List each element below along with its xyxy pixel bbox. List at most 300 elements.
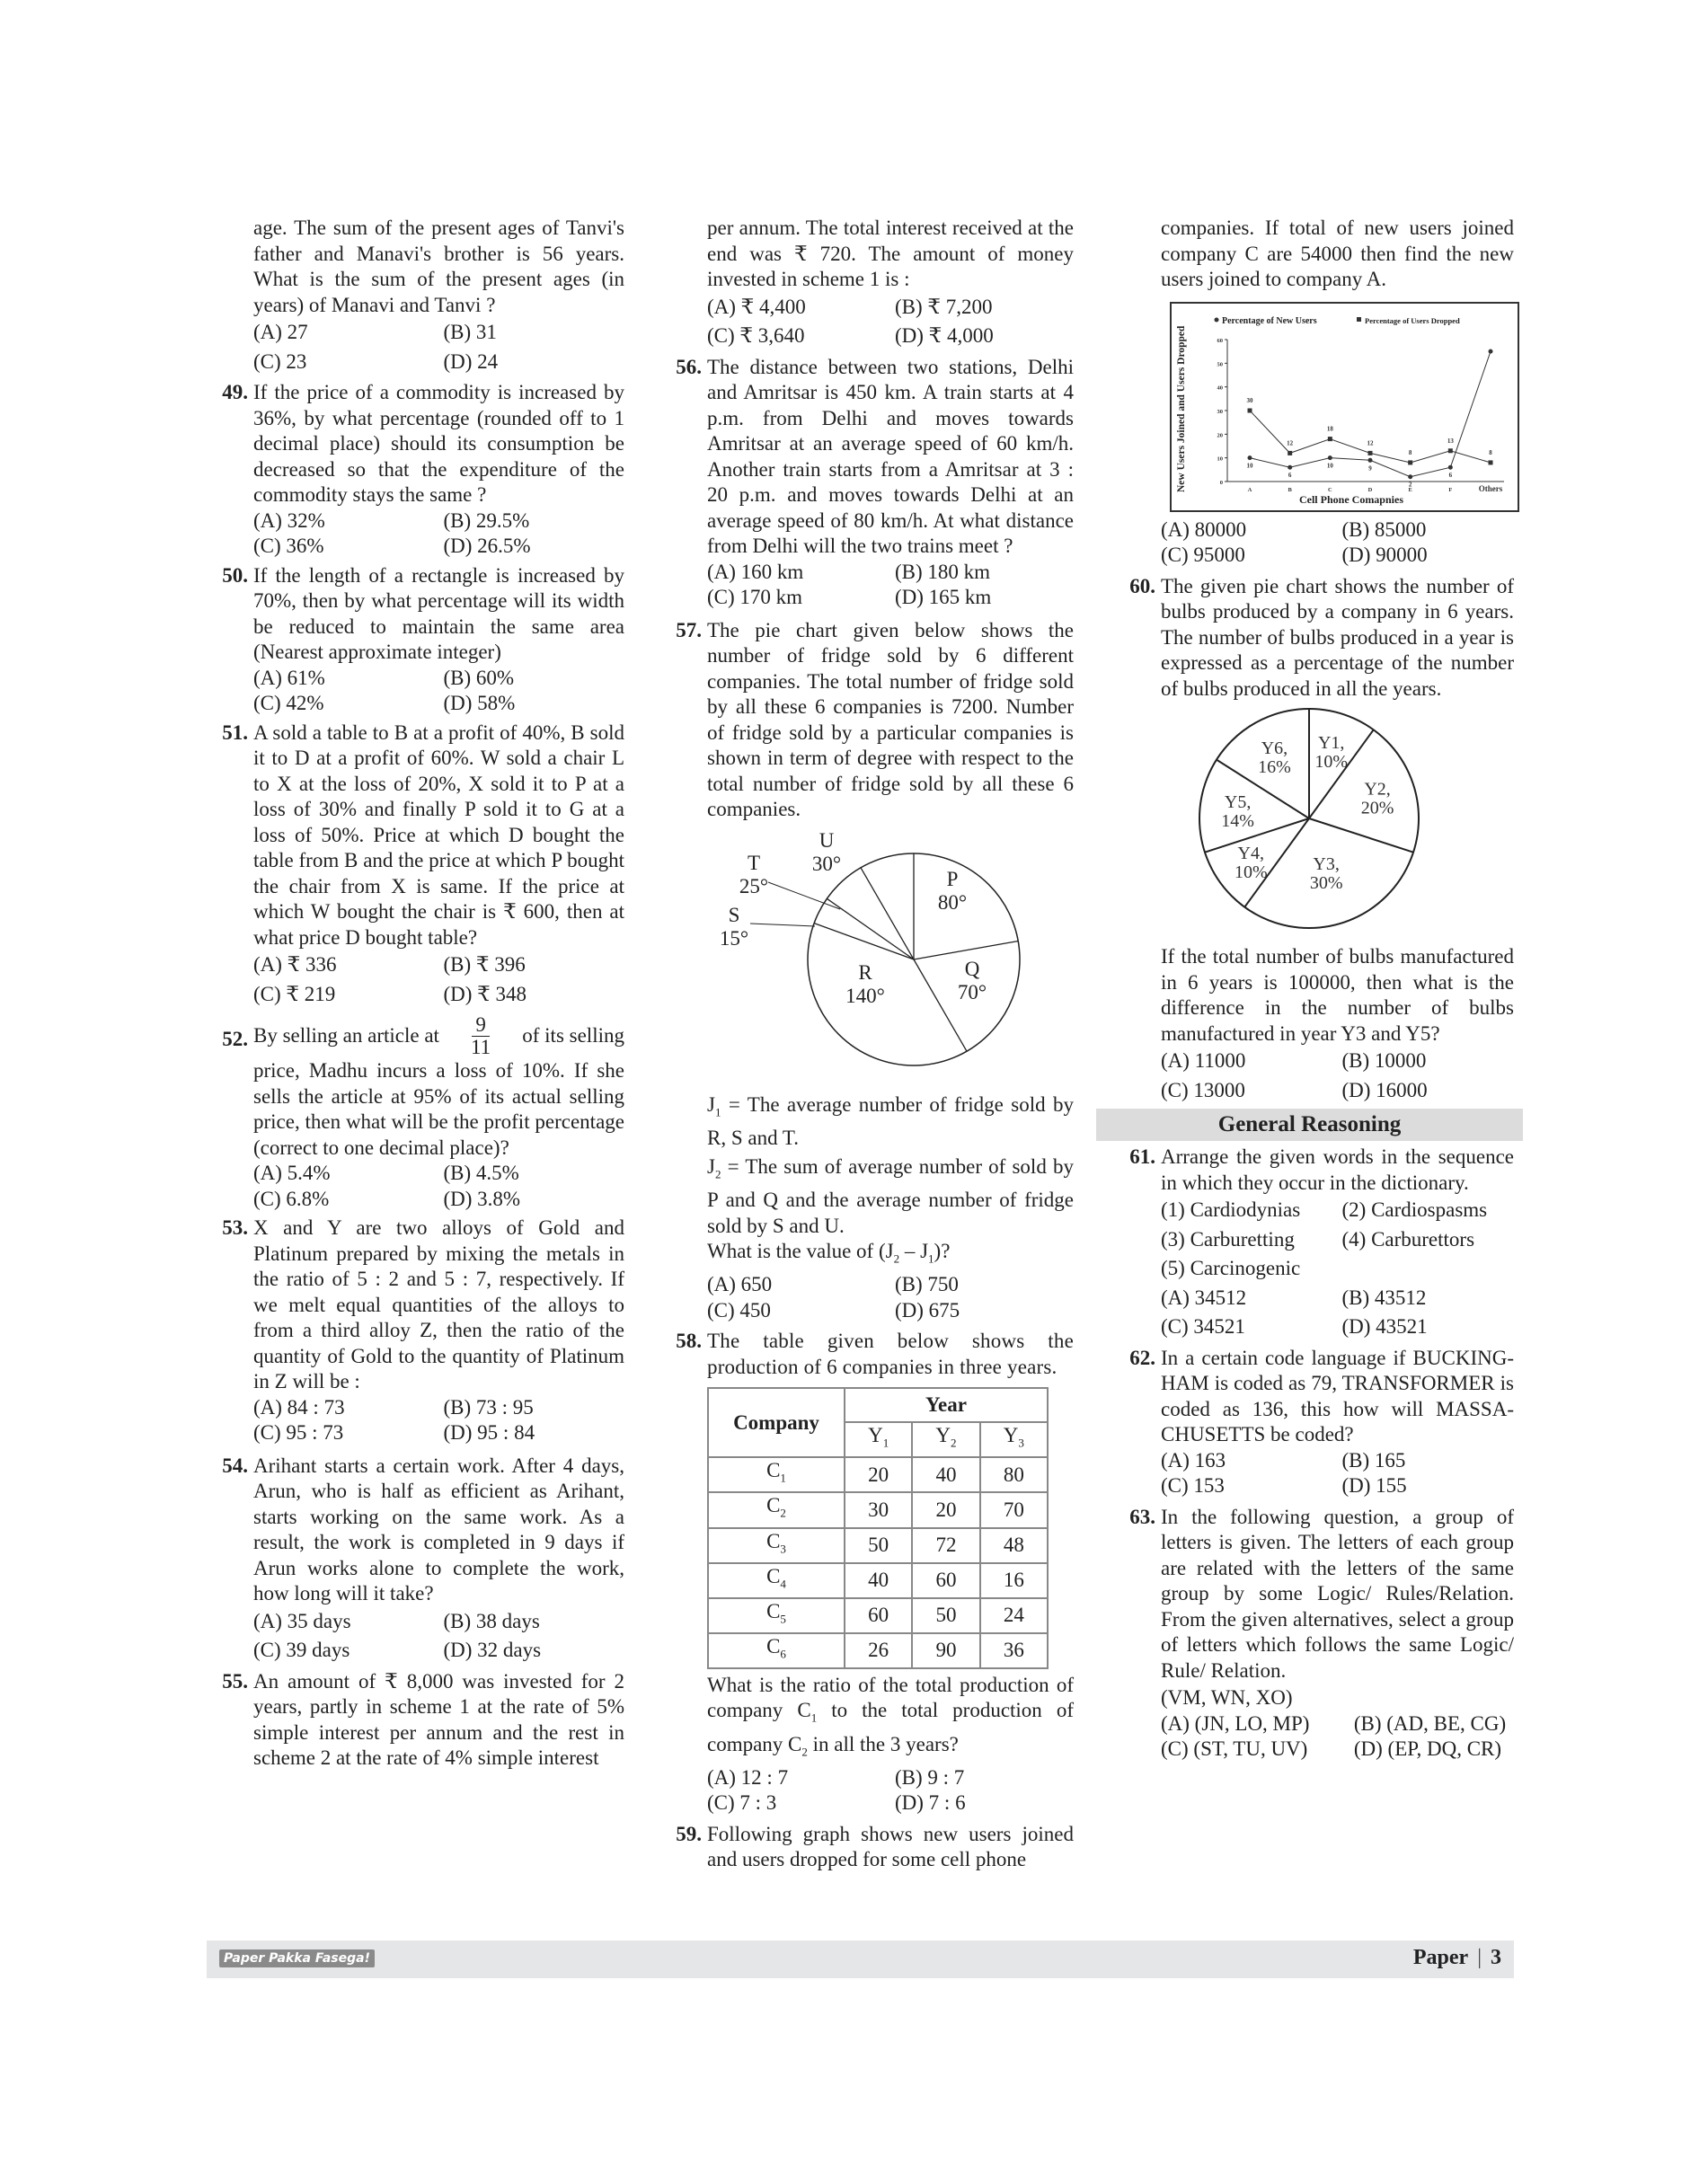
- option-c: (C) 23: [253, 349, 307, 373]
- series-line-0: [1250, 351, 1491, 477]
- option-c: (C) ₹ 3,640: [707, 324, 805, 347]
- value-cell: 36: [980, 1633, 1048, 1668]
- year-y3: [980, 1422, 1048, 1457]
- value-cell: 60: [845, 1598, 912, 1633]
- option-b: (B) 165: [1341, 1448, 1406, 1472]
- ask-text: in all the 3 years?: [807, 1732, 959, 1755]
- word-3: (3) Carburetting: [1161, 1227, 1295, 1251]
- pie-label-Y3: Y3,: [1313, 853, 1340, 874]
- x-tick-label: A: [1247, 486, 1252, 493]
- j1-symbol: J: [707, 1092, 715, 1116]
- value-cell: 16: [980, 1563, 1048, 1598]
- data-point: [1328, 455, 1332, 460]
- question-57: [660, 618, 1074, 1324]
- company-cell: [708, 1633, 845, 1668]
- pie-label-Y5: Y5,: [1224, 791, 1252, 812]
- question-text: If the length of a rectangle is increased by 70%, then by what percentage will its width be reduced to maintain the same area (Nearest approximate integer): [253, 563, 624, 663]
- question-49: [207, 380, 624, 560]
- value-cell: 60: [912, 1563, 979, 1598]
- option-b: (B) 31: [443, 321, 497, 343]
- data-label: 12: [1287, 438, 1294, 446]
- table-row: [708, 1528, 1048, 1563]
- question-text-part: of its selling: [522, 1024, 624, 1048]
- question-text: price, Madhu incurs a loss of 10%. If she sells the article at 95% of its actual selling price, then what will be the profit percentage (correct to one decimal place)?: [253, 1059, 624, 1159]
- pie-value-Q: 70°: [957, 980, 987, 1003]
- question-text: The pie chart given below shows the number of fridge sold by 6 different companies. The total number of fridge sold by all these 6 companies is 7200. Number of fridge sold by a particular companies is shown in term of degree with respect to the total number of fridge sold by all these 6 companies.: [707, 618, 1074, 820]
- question-text-part: By selling an article at: [253, 1024, 439, 1048]
- x-tick-label: D: [1367, 486, 1373, 493]
- pie-value-U: 30°: [811, 852, 842, 875]
- word-2: (2) Cardiospasms: [1341, 1198, 1488, 1221]
- value-cell: 48: [980, 1528, 1048, 1563]
- data-point: [1448, 464, 1453, 469]
- question-text-line-1: [253, 1014, 624, 1058]
- value-cell: 26: [845, 1633, 912, 1668]
- j1-definition: [707, 1092, 1074, 1152]
- table-row: [708, 1492, 1048, 1527]
- option-b: (B) 4.5%: [443, 1162, 519, 1184]
- ask-text: to the total production of company C: [707, 1699, 1074, 1755]
- option-a: (A) 650: [707, 1273, 773, 1296]
- data-label: 13: [1447, 437, 1454, 445]
- company-label: C: [766, 1494, 781, 1517]
- data-point: [1489, 349, 1493, 353]
- option-d: (D) 675: [895, 1298, 960, 1322]
- option-c: (C) 36%: [253, 535, 324, 557]
- option-a: (A) 11000: [1161, 1049, 1246, 1072]
- question-59: [660, 1822, 1074, 1873]
- question-60: [1114, 574, 1514, 1106]
- company-label: C: [766, 1529, 781, 1552]
- subscript: 2: [893, 1251, 900, 1266]
- question-text: The distance between two stations, Delhi and Amritsar is 450 km. A train starts at 4 p.m. from Delhi and moves towards Amritsar at an average speed of 60 km/h. Another train starts from a Amritsar at 3 : 20 p.m. and moves towards Delhi at an average speed of 80 km/h. At what distance from Delhi will the two trains meet ?: [707, 355, 1074, 557]
- option-c: (C) 450: [707, 1298, 771, 1322]
- pie-value-Y2: 20%: [1360, 798, 1394, 818]
- table-body: [708, 1457, 1048, 1668]
- option-b: (B) 9 : 7: [895, 1765, 965, 1789]
- word-4: (4) Carburettors: [1341, 1227, 1475, 1251]
- y-axis-title: New Users Joined and Users Dropped: [1176, 325, 1187, 492]
- subscript: 6: [780, 1647, 786, 1661]
- data-label: 18: [1326, 425, 1333, 433]
- ask-text: What is the value of (J: [707, 1240, 894, 1263]
- page-number: [1413, 1946, 1501, 1970]
- x-tick-label: E: [1408, 486, 1412, 493]
- question-text: Following graph shows new users joined and users dropped for some cell phone: [707, 1822, 1074, 1871]
- subscript: 5: [780, 1612, 786, 1626]
- option-b: (B) 73 : 95: [443, 1395, 534, 1419]
- option-d: (D) 3.8%: [443, 1187, 521, 1210]
- question-number: 53.: [222, 1216, 248, 1239]
- question-48-tail: [207, 216, 624, 376]
- question-number: 54.: [222, 1454, 248, 1477]
- option-a: (A) 80000: [1161, 517, 1247, 541]
- option-a: (A) 84 : 73: [253, 1395, 345, 1419]
- given-group: (VM, WN, XO): [1161, 1686, 1293, 1709]
- option-b: (B) 43512: [1341, 1286, 1427, 1309]
- value-cell: 50: [912, 1598, 979, 1633]
- options: [707, 1272, 1074, 1323]
- pie-label-P: P: [946, 867, 959, 890]
- ask-text: What is the ratio of the total production of company C: [707, 1673, 1074, 1722]
- company-cell: [708, 1598, 845, 1633]
- y-tick-label: 20: [1217, 431, 1223, 438]
- page-number-value: 3: [1491, 1946, 1501, 1969]
- data-label: 8: [1489, 448, 1492, 456]
- option-c: (C) 95000: [1161, 544, 1245, 566]
- question-50: [207, 563, 624, 717]
- data-label: 30: [1246, 396, 1253, 404]
- option-c: (C) 153: [1161, 1474, 1225, 1497]
- question-text: Arrange the given words in the sequence in which they occur in the dictionary.: [1161, 1145, 1514, 1194]
- section-heading: General Reasoning: [1096, 1109, 1523, 1141]
- question-53: [207, 1216, 624, 1446]
- bulbs-pie-chart: [1152, 702, 1502, 944]
- option-b: (B) 85000: [1341, 517, 1427, 541]
- option-c: (C) 170 km: [707, 586, 803, 608]
- data-point: [1288, 464, 1292, 469]
- pie-label-R: R: [858, 960, 872, 984]
- word-list: [1161, 1196, 1514, 1284]
- question-ask: If the total number of bulbs manufactured in 6 years is 100000, then what is the difference in the number of bulbs manufactured in year Y3 and Y5?: [1161, 945, 1514, 1045]
- pie-value-S: 15°: [719, 926, 749, 950]
- data-label: 6: [1288, 471, 1292, 479]
- question-number: 62.: [1129, 1346, 1155, 1369]
- option-a: (A) 35 days: [253, 1609, 351, 1632]
- option-c: (C) 34521: [1161, 1315, 1245, 1338]
- value-cell: 90: [912, 1633, 979, 1668]
- table-row: [708, 1633, 1048, 1668]
- value-cell: 70: [980, 1492, 1048, 1527]
- option-c: (C) (ST, TU, UV): [1161, 1737, 1308, 1760]
- data-point: [1368, 450, 1373, 455]
- option-a: (A) 163: [1161, 1448, 1226, 1472]
- fraction-numerator: 9: [472, 1014, 490, 1037]
- company-label: C: [766, 1564, 781, 1587]
- question-number: 55.: [222, 1669, 248, 1693]
- question-number: 50.: [222, 563, 248, 587]
- question-number: 59.: [676, 1822, 702, 1845]
- x-tick-label: C: [1327, 486, 1332, 493]
- pie-value-Y3: 30%: [1309, 872, 1343, 893]
- data-point: [1368, 457, 1373, 462]
- pie-value-T: 25°: [739, 874, 769, 897]
- question-text: X and Y are two alloys of Gold and Platinum prepared by mixing the metals in the ratio of 5 : 2 and 5 : 7, respectively. If we melt equal quantities of the alloys to from a third alloy Z, then the ratio of the quantity of Gold to the quantity of Platinum in Z will be :: [253, 1216, 624, 1392]
- table-header-row: [708, 1388, 1048, 1422]
- question-61: [1114, 1145, 1514, 1342]
- question-text: An amount of ₹ 8,000 was invested for 2 years, partly in scheme 1 at the rate of 5% simple interest per annum and the rest in scheme 2 at the rate of 4% simple interest: [253, 1669, 624, 1769]
- value-cell: 40: [912, 1457, 979, 1492]
- year-label: Y: [1003, 1424, 1019, 1447]
- pie-value-R: 140°: [845, 984, 885, 1007]
- question-text: Arihant starts a certain work. After 4 days, Arun, who is half as efficient as Arihant, starts working on the same work. As a result, the work is completed in 9 days if Arun works alone to complete the work, how long will it take?: [253, 1454, 624, 1604]
- fridge-pie-chart: [671, 823, 1031, 1092]
- question-56: [660, 355, 1074, 611]
- question-number: 58.: [676, 1330, 702, 1353]
- subscript: 1: [810, 1711, 818, 1726]
- fraction-denominator: 11: [471, 1036, 491, 1058]
- option-d: (D) (EP, DQ, CR): [1353, 1737, 1502, 1760]
- company-cell: [708, 1528, 845, 1563]
- question-52: [207, 1014, 624, 1212]
- question-number: 57.: [676, 618, 702, 641]
- option-a: (A) 32%: [253, 508, 325, 532]
- footer-label: Paper: [1412, 1946, 1469, 1969]
- data-point: [1248, 408, 1252, 412]
- pie-value-Y4: 10%: [1234, 862, 1268, 883]
- x-tick-label: F: [1448, 486, 1453, 493]
- question-ask: [707, 1239, 1074, 1272]
- options: [707, 293, 1074, 351]
- value-cell: 20: [912, 1492, 979, 1527]
- pie-label-Y4: Y4,: [1237, 844, 1265, 864]
- users-line-chart-frame: [1170, 302, 1519, 512]
- option-c: (C) 39 days: [253, 1639, 350, 1661]
- production-table: [707, 1387, 1049, 1669]
- option-d: (D) ₹ 348: [443, 982, 527, 1005]
- company-label: C: [766, 1459, 781, 1482]
- value-cell: 20: [845, 1457, 912, 1492]
- question-number: 63.: [1129, 1505, 1155, 1528]
- options: [253, 1607, 624, 1666]
- column-2: [660, 216, 1074, 1877]
- data-point: [1328, 437, 1332, 441]
- value-cell: 24: [980, 1598, 1048, 1633]
- word-1: (1) Cardiodynias: [1161, 1198, 1301, 1221]
- option-a: (A) (JN, LO, MP): [1161, 1711, 1310, 1735]
- pie-label-Y2: Y2,: [1364, 779, 1391, 800]
- subscript: 1: [928, 1251, 934, 1266]
- legend-users-dropped: Percentage of Users Dropped: [1365, 315, 1460, 325]
- option-b: (B) 60%: [443, 666, 515, 689]
- column-3: [1114, 216, 1514, 1766]
- subscript: 2: [801, 1745, 808, 1759]
- option-b: (B) 38 days: [443, 1609, 540, 1632]
- options: [1161, 1711, 1514, 1763]
- users-line-chart: [1172, 304, 1518, 510]
- option-b: (B) ₹ 396: [443, 953, 526, 976]
- question-text: A sold a table to B at a profit of 40%, B sold it to D at a profit of 60%. W sold a chair L to X at the loss of 20%, X sold it to P at a loss of 30% and finally P sold it to G at a loss of 50%. Price at which D bought the table from B and the price at which P bought the chair from X is same. If the price at which W bought the chair is ₹ 600, then at what price D bought table?: [253, 720, 624, 949]
- option-a: (A) 12 : 7: [707, 1765, 789, 1789]
- data-label: 10: [1246, 462, 1253, 470]
- question-number: 49.: [222, 381, 248, 403]
- options: [707, 1765, 1074, 1817]
- company-header: Company: [708, 1388, 845, 1457]
- option-d: (D) 43521: [1341, 1315, 1428, 1338]
- question-51: [207, 720, 624, 1010]
- option-a: (A) ₹ 336: [253, 953, 337, 976]
- j1-text: = The average number of fridge sold by R, S and T.: [707, 1092, 1074, 1149]
- option-b: (B) (AD, BE, CG): [1353, 1711, 1507, 1735]
- data-label: 10: [1326, 462, 1333, 470]
- options: [1161, 1284, 1514, 1342]
- table-row: [708, 1598, 1048, 1633]
- subscript: 2: [714, 1167, 721, 1181]
- y-tick-label: 10: [1217, 455, 1223, 463]
- question-number: 56.: [676, 355, 702, 378]
- option-d: (D) 155: [1341, 1474, 1407, 1497]
- company-cell: [708, 1563, 845, 1598]
- legend-marker-users-dropped: [1357, 317, 1361, 322]
- option-a: (A) 5.4%: [253, 1162, 331, 1184]
- page-footer: [207, 1940, 1514, 1978]
- subscript: 1: [780, 1471, 786, 1485]
- option-a: (A) 34512: [1161, 1286, 1247, 1309]
- option-b: (B) 10000: [1341, 1049, 1427, 1072]
- option-b: (B) 29.5%: [443, 508, 530, 532]
- question-55-tail: [660, 216, 1074, 351]
- question-58: [660, 1329, 1074, 1816]
- year-header: Year: [845, 1388, 1048, 1422]
- data-label: 2: [1408, 481, 1412, 489]
- j2-symbol: J: [707, 1155, 715, 1179]
- subscript: 1: [882, 1436, 889, 1450]
- option-b: (B) ₹ 7,200: [895, 295, 993, 318]
- ask-text: – J: [899, 1240, 929, 1263]
- options: [253, 1395, 624, 1446]
- brand-logo: Paper Pakka Fasega!: [219, 1949, 375, 1967]
- question-number: 61.: [1129, 1145, 1155, 1168]
- company-label: C: [766, 1634, 781, 1658]
- options: [1161, 517, 1514, 569]
- year-label: Y: [935, 1424, 951, 1447]
- company-cell: [708, 1492, 845, 1527]
- pie-label-U: U: [819, 828, 835, 852]
- word-5: (5) Carcinogenic: [1161, 1257, 1301, 1279]
- option-a: (A) ₹ 4,400: [707, 295, 806, 318]
- option-b: (B) 180 km: [895, 560, 991, 583]
- pie-label-Q: Q: [964, 957, 980, 980]
- table-row: [708, 1457, 1048, 1492]
- subscript: 2: [951, 1436, 957, 1450]
- option-b: (B) 750: [895, 1273, 959, 1296]
- pie-label-T: T: [747, 851, 761, 874]
- pie-value-Y1: 10%: [1314, 751, 1349, 772]
- option-c: (C) 42%: [253, 692, 324, 714]
- question-text: per annum. The total interest received at the end was ₹ 720. The amount of money invested in scheme 1 is :: [707, 217, 1074, 290]
- subscript: 3: [1018, 1436, 1024, 1450]
- fraction: [471, 1014, 491, 1058]
- options: [253, 950, 624, 1009]
- option-d: (D) 90000: [1341, 544, 1428, 566]
- question-text: In a certain code language if BUCKING-HAM is coded as 79, TRANSFORMER is coded as 136, this how will MASSA-CHUSETTS be coded?: [1161, 1346, 1514, 1445]
- options: [253, 666, 624, 717]
- value-cell: 50: [845, 1528, 912, 1563]
- question-text: In the following question, a group of letters is given. The letters of each group are related with the letters of the same group by some Logic/ Rules/Relation. From the given alternatives, select a group of letters which follows the same Logic/ Rule/ Relation.: [1161, 1505, 1514, 1682]
- pie-value-Y5: 14%: [1221, 810, 1254, 831]
- option-a: (A) 61%: [253, 666, 325, 689]
- pie-label-Y1: Y1,: [1317, 732, 1345, 753]
- leader-line-S: [750, 924, 815, 926]
- data-label: 12: [1367, 438, 1374, 446]
- y-tick-label: 50: [1217, 360, 1223, 367]
- x-tick-label: B: [1288, 486, 1292, 493]
- x-axis-title: Cell Phone Comapnies: [1298, 492, 1404, 506]
- question-55: [207, 1669, 624, 1772]
- options: [253, 318, 624, 376]
- j2-definition: [707, 1154, 1074, 1239]
- data-point: [1489, 460, 1493, 464]
- question-59-tail: [1114, 216, 1514, 569]
- y-tick-label: 30: [1217, 408, 1223, 415]
- option-c: (C) 6.8%: [253, 1187, 330, 1210]
- option-d: (D) 95 : 84: [443, 1421, 535, 1444]
- question-text: companies. If total of new users joined company C are 54000 then find the new users joined to company A.: [1161, 217, 1514, 290]
- pie-value-Y6: 16%: [1258, 756, 1291, 777]
- question-ask: [707, 1673, 1074, 1765]
- x-tick-label: Others: [1478, 483, 1503, 493]
- option-d: (D) 24: [443, 349, 499, 373]
- subscript: 4: [780, 1577, 786, 1591]
- options: [253, 1161, 624, 1212]
- options: [253, 508, 624, 560]
- legend-new-users: Percentage of New Users: [1222, 315, 1317, 326]
- ask-text: )?: [934, 1240, 951, 1263]
- data-label: 6: [1448, 471, 1453, 479]
- company-label: C: [766, 1599, 781, 1622]
- option-a: (A) 27: [253, 321, 308, 343]
- option-d: (D) 58%: [443, 692, 516, 714]
- option-c: (C) ₹ 219: [253, 982, 336, 1005]
- data-label: 9: [1368, 464, 1372, 472]
- pie-value-P: 80°: [937, 890, 968, 914]
- subscript: 2: [780, 1507, 786, 1521]
- options: [707, 560, 1074, 611]
- question-text: age. The sum of the present ages of Tanvi's father and Manavi's brother is 56 years. What is the sum of the present ages (in years) of Manavi and Tanvi ?: [253, 217, 624, 316]
- table-row: [708, 1563, 1048, 1598]
- question-number: 60.: [1129, 574, 1155, 597]
- question-63: [1114, 1505, 1514, 1763]
- option-d: (D) 16000: [1341, 1078, 1428, 1101]
- option-d: (D) 165 km: [895, 586, 992, 608]
- data-point: [1408, 474, 1412, 479]
- j2-text: = The sum of average number of sold by P and Q and the average number of fridge sold by S and U.: [707, 1155, 1074, 1237]
- options: [1161, 1047, 1514, 1105]
- year-y2: [912, 1422, 979, 1457]
- subscript: 3: [780, 1542, 786, 1556]
- pie-label-S: S: [728, 903, 740, 926]
- y-tick-label: 40: [1217, 385, 1223, 392]
- question-number: 52.: [222, 1028, 248, 1050]
- data-point: [1408, 460, 1412, 464]
- value-cell: 40: [845, 1563, 912, 1598]
- options: [1161, 1448, 1514, 1499]
- subscript: 1: [714, 1105, 721, 1119]
- y-tick-label: 0: [1219, 479, 1223, 486]
- option-d: (D) 7 : 6: [895, 1791, 966, 1815]
- question-text: The given pie chart shows the number of bulbs produced by a company in 6 years. The number of bulbs produced in a year is expressed as a percentage of the number of bulbs produced in all the years.: [1161, 574, 1514, 700]
- legend-marker-new-users: [1215, 317, 1219, 322]
- question-62: [1114, 1346, 1514, 1499]
- option-c: (C) 13000: [1161, 1078, 1245, 1101]
- year-label: Y: [868, 1424, 883, 1447]
- y-tick-label: 60: [1217, 337, 1223, 344]
- question-54: [207, 1454, 624, 1666]
- company-cell: [708, 1457, 845, 1492]
- column-1: [207, 216, 624, 1775]
- value-cell: 80: [980, 1457, 1048, 1492]
- question-text: The table given below shows the production of 6 companies in three years.: [707, 1330, 1074, 1378]
- option-d: (D) ₹ 4,000: [895, 324, 994, 347]
- question-number: 51.: [222, 720, 248, 744]
- pie-label-Y6: Y6,: [1261, 738, 1288, 758]
- data-point: [1248, 455, 1252, 460]
- data-point: [1288, 450, 1292, 455]
- question-text: If the price of a commodity is increased by 36%, by what percentage (rounded off to 1 decimal place) should its consumption be decreased so that the expenditure of the commodity stays the same ?: [253, 381, 624, 506]
- option-a: (A) 160 km: [707, 560, 804, 583]
- value-cell: 30: [845, 1492, 912, 1527]
- option-d: (D) 32 days: [443, 1639, 542, 1661]
